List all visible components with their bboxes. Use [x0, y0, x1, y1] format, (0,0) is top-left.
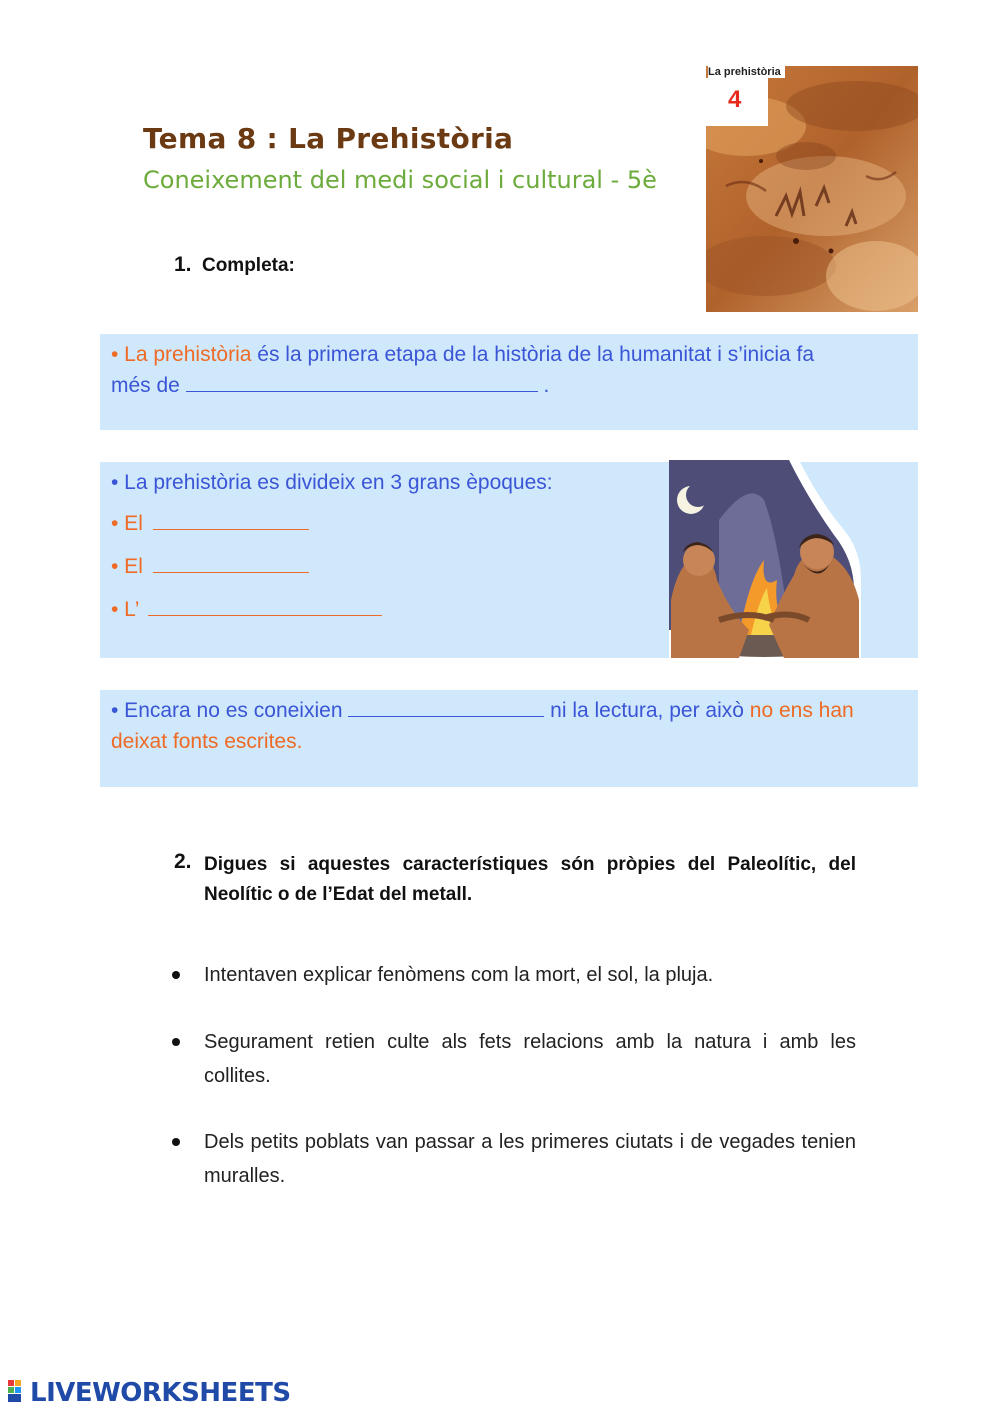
fill-box-1 — [100, 334, 918, 430]
box3-blue-text-2: ni la lectura, per això — [544, 699, 750, 722]
liveworksheets-logo — [8, 1378, 291, 1411]
box3-orange-text: no ens han — [749, 699, 854, 722]
box3-line2: deixat fonts escrites. — [111, 730, 303, 753]
list-item — [172, 958, 856, 992]
list-item — [172, 1025, 856, 1093]
question-2-number: 2. — [174, 850, 192, 873]
box1-line2-start: més de — [111, 374, 186, 397]
blank-input-1[interactable] — [186, 373, 538, 392]
list-item-text: Segurament retien culte als fets relacions amb la natura i amb les collites. — [204, 1031, 856, 1087]
list-item-text: Dels petits poblats van passar a les primeres ciutats i de vegades tenien muralles. — [204, 1131, 856, 1187]
fill-box-3 — [100, 690, 918, 787]
page-title: Tema 8 : La Prehistòria — [143, 122, 514, 155]
box2-item-2: • El — [111, 555, 143, 578]
blank-input-5[interactable] — [348, 698, 544, 717]
question-1-label: Completa: — [201, 255, 295, 276]
page-subtitle: Coneixement del medi social i cultural - 5è — [143, 166, 657, 194]
blank-input-2[interactable] — [153, 511, 309, 530]
question-2-text: Digues si aquestes característiques són pròpies del Paleolític, del Neolític o de l’Edat del metall. — [204, 854, 856, 905]
box1-blue-text: és la primera etapa de la història de la humanitat i s’inicia fa — [251, 343, 815, 366]
fill-box-2 — [100, 462, 918, 658]
box1-orange-text: • La prehistòria — [111, 343, 252, 366]
box3-blue-text: • Encara no es coneixien — [111, 699, 349, 722]
blank-input-3[interactable] — [153, 554, 309, 573]
list-item-text: Intentaven explicar fenòmens com la mort, el sol, la pluja. — [204, 964, 714, 986]
footer-brand-text: LIVEWORKSHEETS — [30, 1378, 291, 1408]
campfire-illustration — [669, 460, 861, 658]
list-item — [172, 1125, 856, 1193]
cover-number: 4 — [706, 78, 768, 126]
box2-intro: • La prehistòria es divideix en 3 grans èpoques: — [111, 471, 553, 494]
box2-item-1: • El — [111, 512, 143, 535]
bullet-icon — [172, 1138, 180, 1146]
question-1-number: 1. — [174, 253, 192, 276]
blank-input-4[interactable] — [148, 597, 382, 616]
cover-label: La prehistòria — [708, 66, 785, 78]
box2-item-3: • L’ — [111, 598, 139, 621]
bullet-icon — [172, 971, 180, 979]
box1-line2-end: . — [537, 374, 550, 397]
bullet-icon — [172, 1038, 180, 1046]
liveworksheets-icon — [8, 1380, 28, 1411]
